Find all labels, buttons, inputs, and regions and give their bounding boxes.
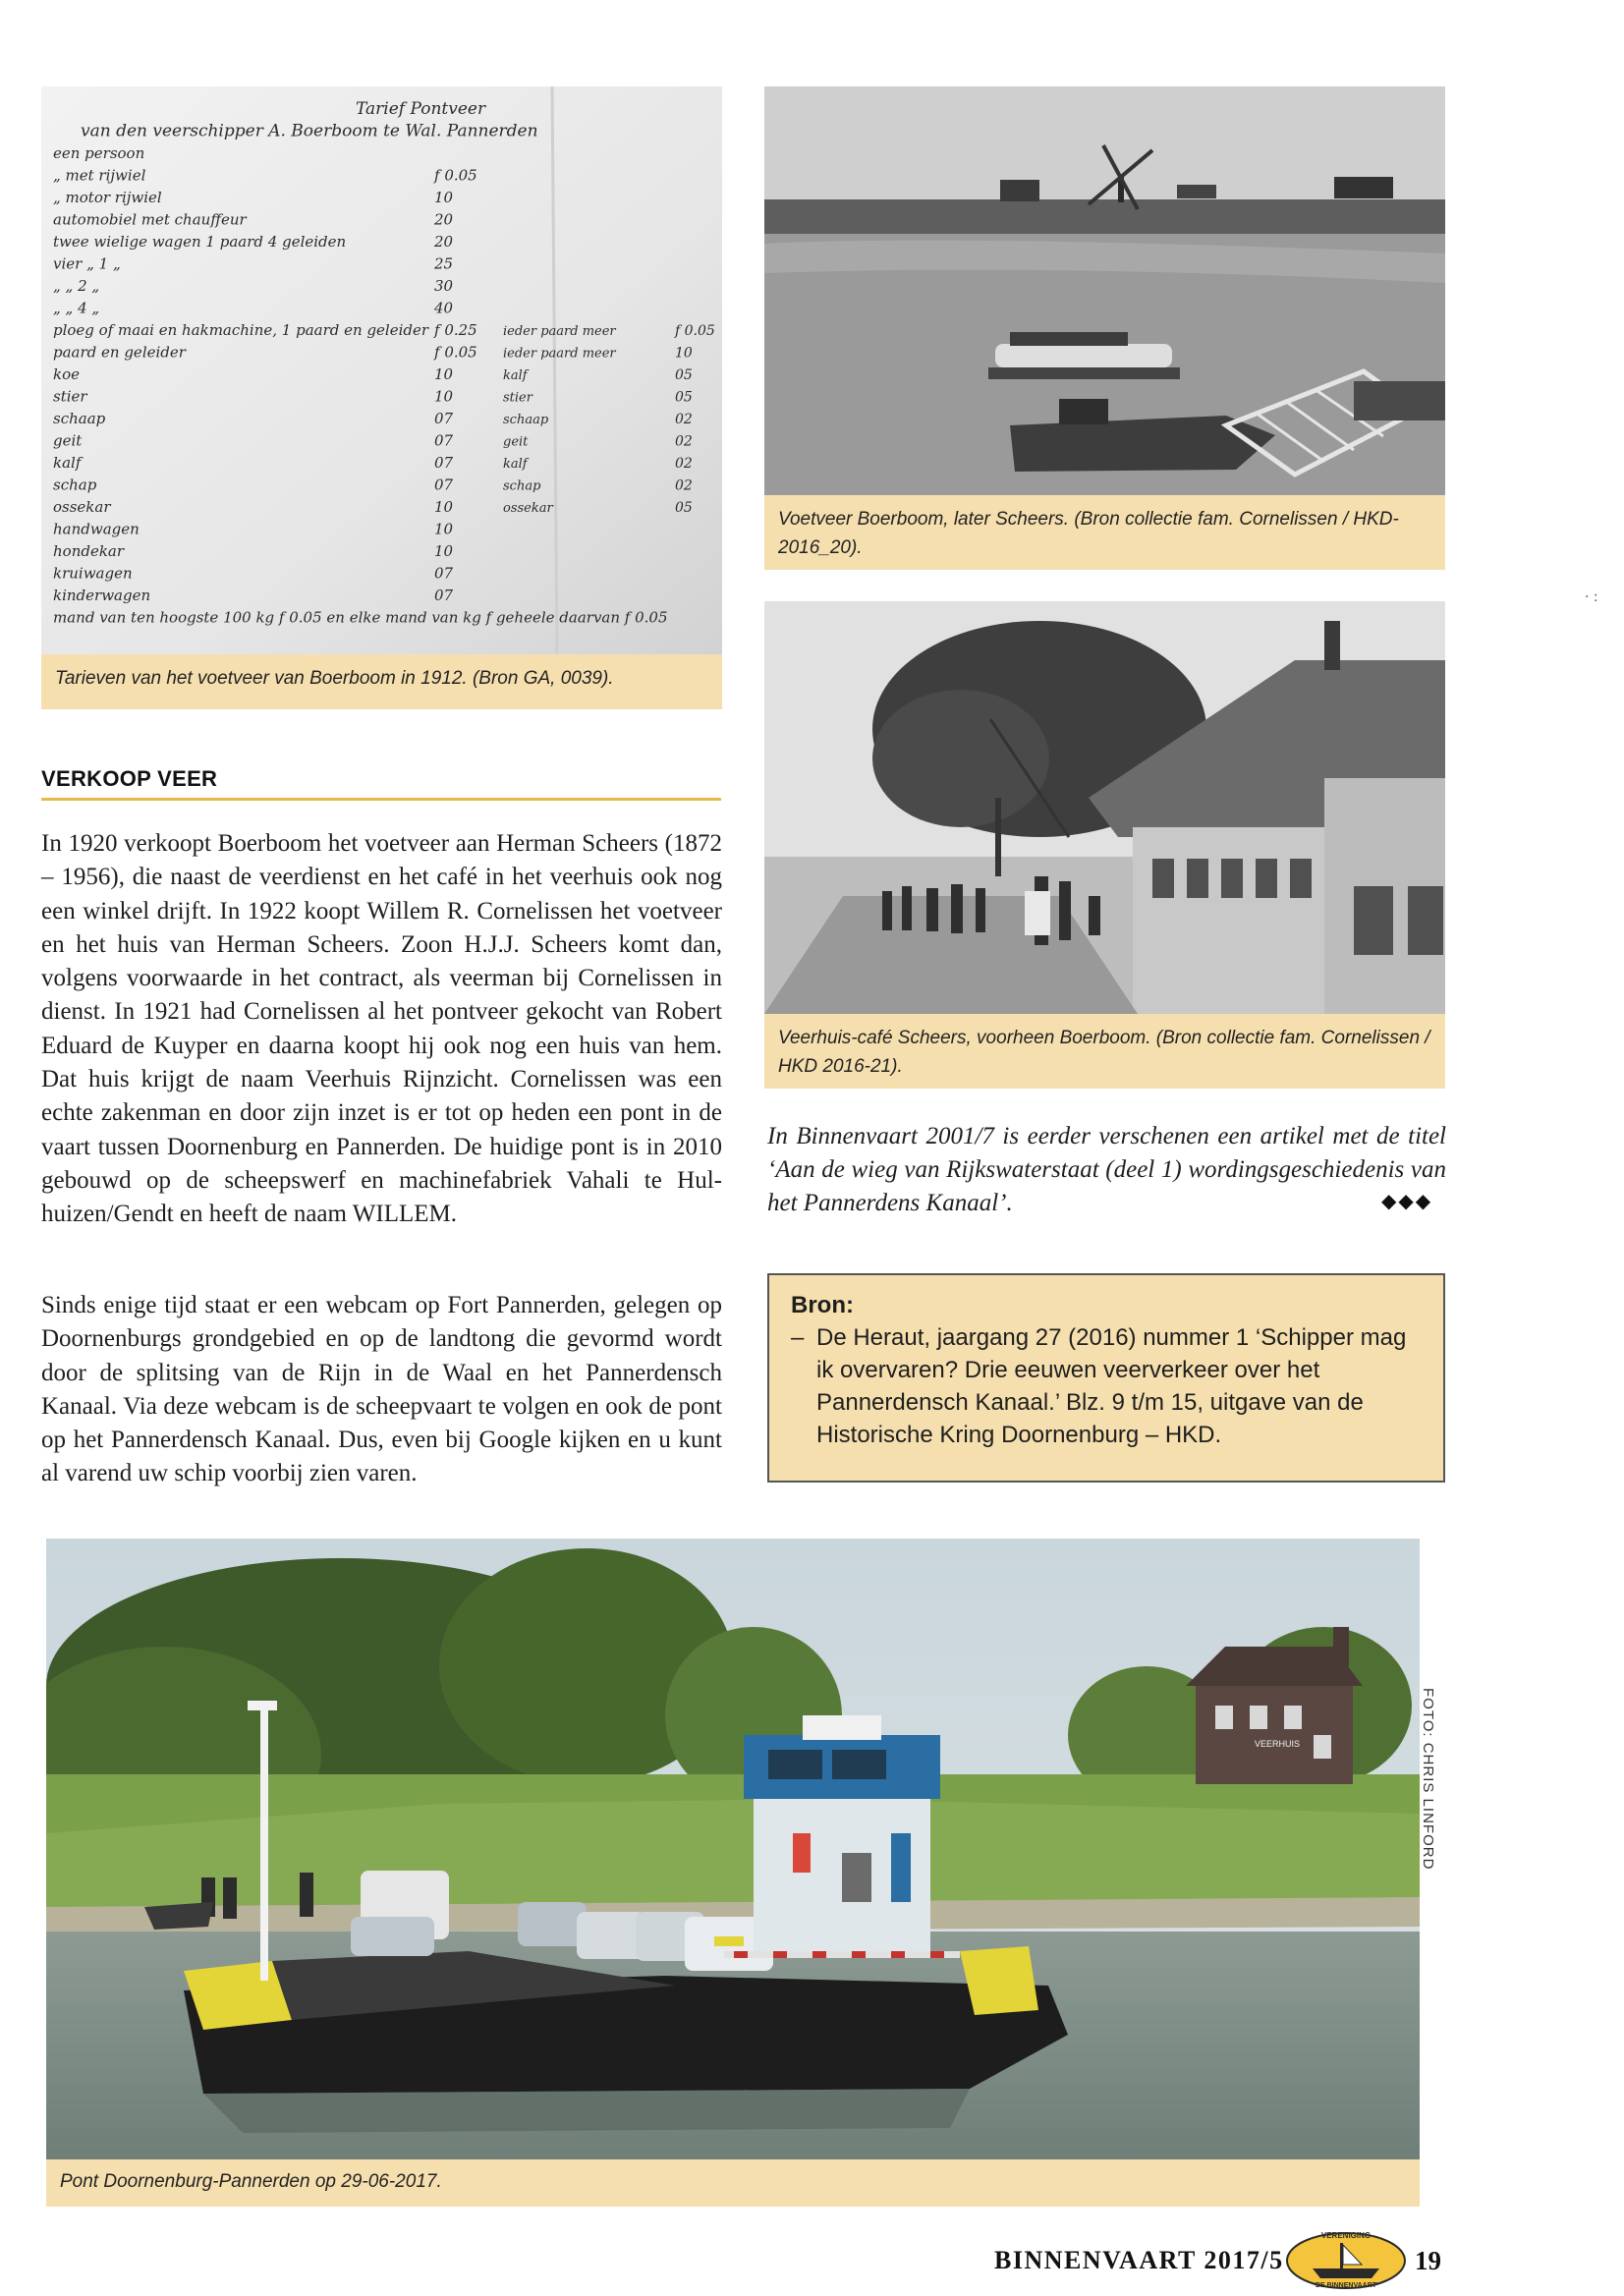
- ledger-handwriting: [41, 86, 722, 654]
- ledger-item-text: koe: [53, 365, 80, 383]
- ledger-price-text: 07: [434, 454, 454, 472]
- ledger-caption: Tarieven van het voetveer van Boerboom in 1912. (Bron GA, 0039).: [41, 654, 722, 709]
- cafe-photo: [764, 601, 1445, 1014]
- ferry-photo: [46, 1539, 1420, 2159]
- source-title: Bron:: [791, 1292, 854, 1318]
- ledger-item-text: mand van ten hoogste 100 kg f 0.05 en elke mand van kg f geheele daarvan f 0.05: [53, 608, 668, 627]
- source-box: [767, 1273, 1445, 1483]
- ledger-right-price-text: 05: [675, 500, 693, 516]
- ledger-item-text: „ „ 2 „: [53, 277, 100, 295]
- ledger-price-text: f 0.25: [434, 321, 477, 339]
- related-article-note: In Binnenvaart 2001/7 is eerder verschenen een artikel met de titel ‘Aan de wieg van Rijkswaterstaat (deel 1) wordingsgeschiedenis van het Pannerdens Kanaal’.: [767, 1123, 1446, 1216]
- ledger-price-text: 07: [434, 431, 454, 450]
- ledger-price-text: 20: [434, 233, 454, 251]
- ledger-price-text: 10: [434, 542, 454, 560]
- ledger-item-text: „ motor rijwiel: [53, 189, 162, 206]
- ledger-price-text: 10: [434, 365, 454, 383]
- source-dash: –: [791, 1324, 805, 1351]
- ledger-right-price-text: 05: [675, 367, 693, 383]
- ledger-item-text: schap: [53, 476, 97, 494]
- ledger-item-text: van den veerschipper A. Boerboom te Wal. Pannerden: [81, 121, 538, 141]
- ledger-item-text: ossekar: [53, 498, 111, 516]
- ledger-right-item-text: stier: [503, 390, 532, 406]
- end-mark: ◆◆◆: [1381, 1189, 1433, 1212]
- article-paragraph-1: In 1920 verkoopt Boerboom het voetveer aan Herman Scheers (1872 – 1956), die naast de veerdienst en het café in het veerhuis ook nog een winkel drijft. In 1922 koopt Willem R. Cornelissen het voetveer en het huis van Herman Scheers. Zoon H.J.J. Scheers komt dan, volgens voorwaarde in het contract, als veerman bij Cornelissen in dienst. In 1921 had Cornelissen al het pontveer gekocht van Robert Eduard de Kuyper en daarna koopt hij ook nog een huis van hem. Dat huis krijgt de naam Veerhuis Rijnzicht. Cornelissen was een echte zakenman en door zijn inzet is er tot op heden een pont in de vaart tussen Doornenburg en Pannerden. De huidige pont is in 2010 gebouwd op de scheepswerf en machinefabriek Vahali te Hulhuizen/Gendt en heeft de naam WILLEM.: [41, 830, 722, 1228]
- ledger-price-text: 10: [434, 387, 454, 406]
- photo-credit: FOTO: CHRIS LINFORD: [1420, 1688, 1436, 1871]
- footer-magazine: BINNENVAART 2017/5: [994, 2246, 1284, 2274]
- ferry-old-caption: Voetveer Boerboom, later Scheers. (Bron collectie fam. Cornelissen / HKD-2016_20).: [764, 495, 1445, 570]
- ledger-price-text: 07: [434, 587, 454, 604]
- ledger-right-price-text: f 0.05: [675, 323, 715, 339]
- ledger-price-text: 10: [434, 189, 454, 206]
- cafe-caption: Veerhuis-café Scheers, voorheen Boerboom. (Bron collectie fam. Cornelissen / HKD 2016-21).: [764, 1014, 1445, 1089]
- ferry-image: [46, 1539, 1420, 2159]
- ledger-right-price-text: 05: [675, 389, 693, 406]
- ledger-right-price-text: 10: [675, 345, 693, 362]
- margin-mark: · :: [1585, 589, 1598, 605]
- ledger-price-text: 10: [434, 498, 454, 516]
- ledger-item-text: automobiel met chauffeur: [53, 210, 247, 229]
- ledger-item-text: stier: [53, 387, 87, 406]
- page-number: 19: [1415, 2246, 1441, 2275]
- veerhuis-sign: VEERHUIS: [1255, 1739, 1301, 1749]
- ledger-right-item-text: schap: [503, 478, 541, 494]
- ledger-item-text: geit: [53, 431, 83, 450]
- ledger-item-text: „ met rijwiel: [53, 166, 146, 185]
- ledger-right-price-text: 02: [675, 456, 693, 472]
- ledger-right-item-text: ossekar: [503, 501, 553, 516]
- ferry-photo-caption: Pont Doornenburg-Pannerden op 29-06-2017.: [46, 2159, 1420, 2207]
- ledger-right-item-text: schaap: [503, 413, 549, 427]
- ledger-price-text: 25: [434, 254, 454, 273]
- ledger-item-text: kruiwagen: [53, 564, 133, 583]
- ledger-photo: [41, 86, 722, 654]
- ledger-price-text: 20: [434, 210, 454, 229]
- ledger-item-text: handwagen: [53, 520, 140, 538]
- ledger-right-item-text: ieder paard meer: [503, 324, 616, 339]
- ledger-right-item-text: geit: [503, 434, 529, 450]
- ledger-item-text: kinderwagen: [53, 587, 151, 604]
- ledger-right-price-text: 02: [675, 477, 693, 494]
- ledger-price-text: f 0.05: [434, 166, 477, 185]
- source-item: [791, 1321, 1422, 1451]
- ledger-item-text: schaap: [53, 410, 106, 427]
- ledger-item-text: paard en geleider: [53, 343, 186, 362]
- ledger-item-text: een persoon: [53, 144, 145, 162]
- ledger-right-price-text: 02: [675, 433, 693, 450]
- ledger-right-item-text: kalf: [503, 368, 528, 383]
- ledger-right-price-text: 02: [675, 412, 693, 427]
- ledger-item-text: Tarief Pontveer: [356, 99, 486, 119]
- source-text: De Heraut, jaargang 27 (2016) nummer 1 ‘Schipper mag ik overvaren? Drie eeuwen veerverkeer over het Pannerdensch Kanaal.’ Blz. 9 t/m 15, uitgave van de Historische Kring Doornenburg – HKD.: [816, 1324, 1407, 1448]
- logo-bottom-text: ‘DE BINNENVAART’: [1314, 2282, 1378, 2289]
- ledger-item-text: twee wielige wagen 1 paard 4 geleiden: [53, 233, 347, 251]
- ledger-price-text: 10: [434, 520, 454, 538]
- article-paragraph-2: Sinds enige tijd staat er een webcam op Fort Pannerden, gelegen op Doornenburgs grondgebied en op de landtong die gevormd wordt door de splitsing van de Rijn in de Waal en het Pannerdensch Kanaal. Via deze webcam is de scheepvaart te volgen en ook de pont op het Pannerdensch Kanaal. Dus, even bij Google kijken en u kunt al varend uw schip voorbij zien varen.: [41, 1292, 722, 1487]
- ledger-price-text: 07: [434, 410, 454, 427]
- ledger-price-text: 30: [434, 277, 454, 295]
- ledger-item-text: vier „ 1 „: [53, 254, 121, 273]
- ledger-right-item-text: kalf: [503, 457, 528, 472]
- ledger-price-text: f 0.05: [434, 343, 477, 362]
- ferry-old-image: [764, 86, 1445, 495]
- ledger-item-text: kalf: [53, 454, 82, 472]
- logo-top-text: VERENIGING: [1320, 2231, 1372, 2240]
- ledger-price-text: 07: [434, 564, 454, 583]
- ledger-price-text: 40: [434, 299, 454, 317]
- ledger-price-text: 07: [434, 476, 454, 494]
- ledger-item-text: hondekar: [53, 542, 125, 560]
- ledger-right-item-text: ieder paard meer: [503, 346, 616, 362]
- cafe-image: [764, 601, 1445, 1014]
- section-heading: VERKOOP VEER: [41, 766, 721, 801]
- ledger-item-text: „ „ 4 „: [53, 299, 100, 317]
- ferry-old-photo: [764, 86, 1445, 495]
- association-logo: [1283, 2225, 1409, 2290]
- ledger-item-text: ploeg of maai en hakmachine, 1 paard en geleider: [53, 321, 429, 339]
